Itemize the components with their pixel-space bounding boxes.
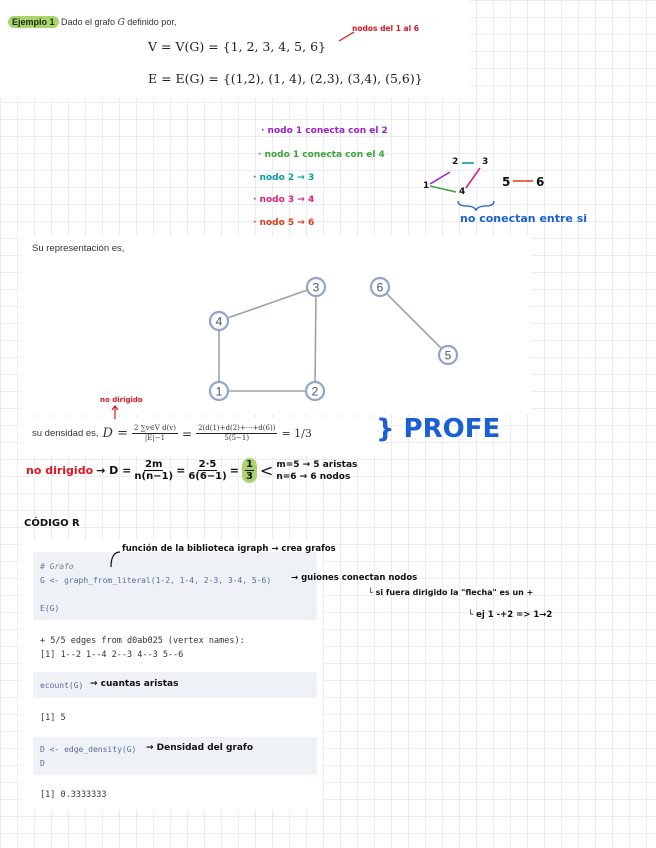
fraction-1-numerator: 2 ∑v∈V d(v)	[134, 424, 176, 432]
hand-eq-1: =	[176, 464, 186, 477]
hand-f1-num: 2m	[145, 459, 163, 470]
representation-label: Su representación es,	[32, 243, 125, 254]
graph-node-label-3: 3	[312, 280, 320, 295]
density-label: su densidad es,	[32, 428, 99, 439]
code-line-e: E(G)	[40, 604, 60, 613]
hand-mn-notes	[276, 459, 357, 483]
mini-node-3: 3	[482, 157, 489, 167]
hand-arrow-d: → D =	[96, 464, 132, 477]
note-item-4: · nodo 3 → 4	[253, 195, 315, 205]
code-block-graph	[33, 552, 317, 620]
graph-node-label-1: 1	[215, 384, 223, 399]
note-func: función de la biblioteca igraph → crea grafos	[122, 544, 336, 554]
code-line-d: D	[40, 759, 45, 768]
graph-edge-5-6	[380, 287, 448, 355]
hand-f1-den: n(n−1)	[134, 471, 174, 482]
vertex-set: V = V(G) = {1, 2, 3, 4, 5, 6}	[148, 39, 326, 54]
graph-symbol: G	[117, 18, 125, 28]
note-nodes: nodos del 1 al 6	[352, 24, 420, 33]
graph-node-label-4: 4	[215, 314, 223, 329]
hand-bracket: <	[259, 461, 274, 480]
no-dirigido-note: no dirigido	[100, 396, 143, 404]
density-lhs: D =	[102, 426, 128, 441]
hand-n-note: n=6 → 6 nodos	[276, 471, 351, 482]
note-ecount: → cuantas aristas	[90, 679, 179, 689]
density-fraction-1	[132, 424, 178, 443]
hand-fraction-1	[134, 459, 173, 482]
note-dirigido: └ si fuera dirigido la "flecha" es un +	[368, 588, 534, 597]
mini-node-6: 6	[536, 175, 545, 189]
note-item-5: · nodo 5 → 6	[253, 218, 315, 228]
graph-node-label-5: 5	[444, 348, 452, 363]
no-connect-note: no conectan entre si	[460, 212, 588, 225]
func-note-hook	[108, 549, 122, 569]
code-title: CÓDIGO R	[24, 518, 80, 529]
note-item-1: · nodo 1 conecta con el 2	[261, 126, 388, 136]
density-result: = 1/3	[281, 427, 312, 440]
graph-edge-3-4	[219, 287, 316, 321]
intro-text: Dado el grafo	[61, 17, 118, 27]
no-dirigido-arrow	[110, 404, 120, 420]
fraction-2-numerator: 2(d(1)+d(2)+···+d(6))	[198, 424, 276, 432]
note-density: → Densidad del grafo	[146, 743, 254, 753]
hand-density-row	[26, 458, 357, 483]
graph-edge-2-3	[315, 287, 316, 391]
density-row	[32, 424, 312, 443]
graph-node-label-6: 6	[376, 280, 384, 295]
graph-node-label-2: 2	[311, 384, 319, 399]
code-line-density: D <- edge_density(G)	[40, 745, 137, 754]
density-fraction-2	[196, 424, 277, 443]
hand-m-note: m=5 → 5 aristas	[276, 459, 358, 470]
hand-f2-num: 2·5	[198, 459, 217, 470]
edge-set: E = E(G) = {(1,2), (1, 4), (2,3), (3,4), (5,6)}	[148, 71, 423, 86]
fraction-2-denominator: 5(5−1)	[224, 434, 250, 442]
example-badge: Ejemplo 1	[8, 16, 59, 28]
code-comment: # Grafo	[40, 562, 74, 571]
hand-result	[242, 458, 257, 483]
mini-node-2: 2	[452, 157, 459, 167]
hand-result-den: 3	[245, 471, 253, 482]
code-line-ecount: ecount(G)	[40, 681, 84, 690]
hand-result-num: 1	[245, 459, 253, 470]
profe-note: } PROFE	[376, 414, 501, 444]
fraction-1-denominator: |E|−1	[144, 434, 166, 442]
output-ecount: [1] 5	[40, 713, 66, 723]
note-ejemplo: └ ej 1 -+2 => 1→2	[468, 610, 553, 620]
hand-fraction-2	[188, 459, 226, 482]
equals-sign: =	[182, 426, 193, 441]
hand-eq-2: =	[229, 464, 239, 477]
mini-node-5: 5	[502, 175, 511, 189]
output-density: [1] 0.3333333	[40, 790, 107, 800]
hand-no-dirigido: no dirigido	[26, 464, 94, 477]
note-guiones: → guiones conectan nodos	[291, 573, 418, 583]
note-item-3: · nodo 2 → 3	[253, 173, 315, 183]
mini-node-1: 1	[423, 181, 430, 191]
output-edges-1: + 5/5 edges from d0ab025 (vertex names):	[40, 636, 245, 646]
note-item-2: · nodo 1 conecta con el 4	[258, 150, 385, 160]
mini-node-4: 4	[459, 187, 466, 197]
output-edges-2: [1] 1--2 1--4 2--3 4--3 5--6	[40, 650, 184, 660]
code-line-graph: G <- graph_from_literal(1-2, 1-4, 2-3, 3-4, 5-6)	[40, 576, 272, 585]
hand-f2-den: 6(6−1)	[188, 471, 227, 482]
intro-suffix: definido por,	[124, 17, 177, 27]
